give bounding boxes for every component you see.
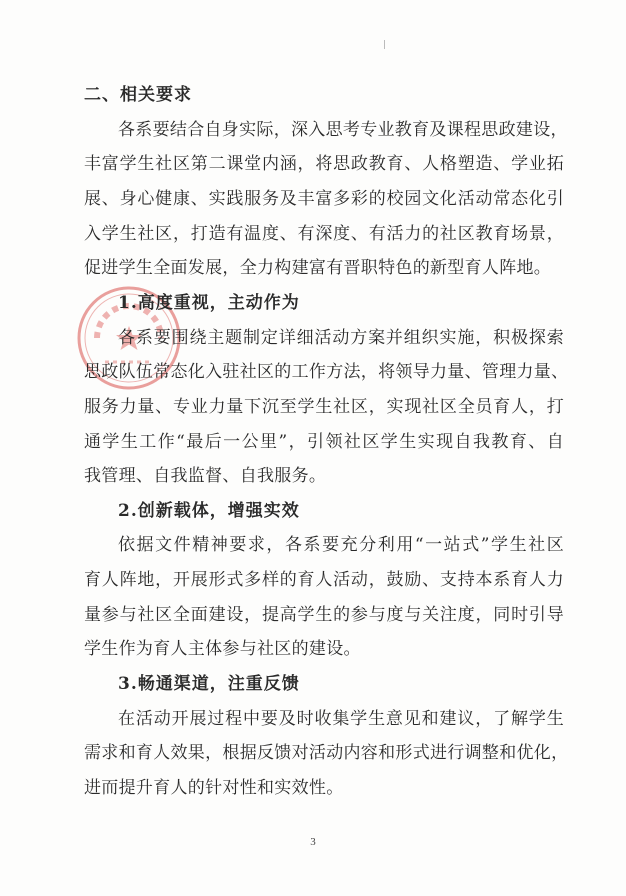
paragraph-line: 入学生社区，打造有温度、有深度、有活力的社区教育场景， bbox=[84, 224, 564, 244]
paragraph-line: 各系要结合自身实际，深入思考专业教育及课程思政建设， bbox=[118, 120, 568, 140]
paragraph-line: 丰富学生社区第二课堂内涵，将思政教育、人格塑造、学业拓 bbox=[84, 154, 564, 174]
item-1-title: 1.高度重视，主动作为 bbox=[118, 293, 300, 313]
paragraph-line: 需求和育人效果，根据反馈对活动内容和形式进行调整和优化， bbox=[84, 743, 569, 763]
scan-mark bbox=[384, 40, 385, 49]
paragraph-line: 育人阵地，开展形式多样的育人活动，鼓励、支持本系育人力 bbox=[84, 570, 564, 590]
paragraph-line: 服务力量、专业力量下沉至学生社区，实现社区全员育人，打 bbox=[84, 397, 564, 417]
paragraph-line: 各系要围绕主题制定详细活动方案并组织实施，积极探索 bbox=[118, 328, 564, 348]
paragraph-line: 量参与社区全面建设，提高学生的参与度与关注度，同时引导 bbox=[84, 605, 564, 625]
paragraph-line: 通学生工作“最后一公里”，引领社区学生实现自我教育、自 bbox=[84, 432, 564, 452]
item-2-title: 2.创新载体，增强实效 bbox=[118, 501, 300, 521]
paragraph-line: 思政队伍常态化入驻社区的工作方法，将领导力量、管理力量、 bbox=[84, 362, 569, 382]
section-heading: 二、相关要求 bbox=[84, 85, 192, 105]
page-number: 3 bbox=[310, 836, 316, 848]
paragraph-line: 依据文件精神要求，各系要充分利用“一站式”学生社区 bbox=[118, 535, 564, 555]
paragraph-line: 促进学生全面发展，全力构建富有晋职特色的新型育人阵地。 bbox=[84, 258, 552, 278]
paragraph-line: 在活动开展过程中要及时收集学生意见和建议，了解学生 bbox=[118, 709, 564, 729]
paragraph-line: 我管理、自我监督、自我服务。 bbox=[84, 466, 327, 486]
paragraph-line: 展、身心健康、实践服务及丰富多彩的校园文化活动常态化引 bbox=[84, 189, 564, 209]
paragraph-line: 进而提升育人的针对性和实效性。 bbox=[84, 778, 344, 798]
paragraph-line: 学生作为育人主体参与社区的建设。 bbox=[84, 639, 361, 659]
item-3-title: 3.畅通渠道，注重反馈 bbox=[118, 674, 300, 694]
